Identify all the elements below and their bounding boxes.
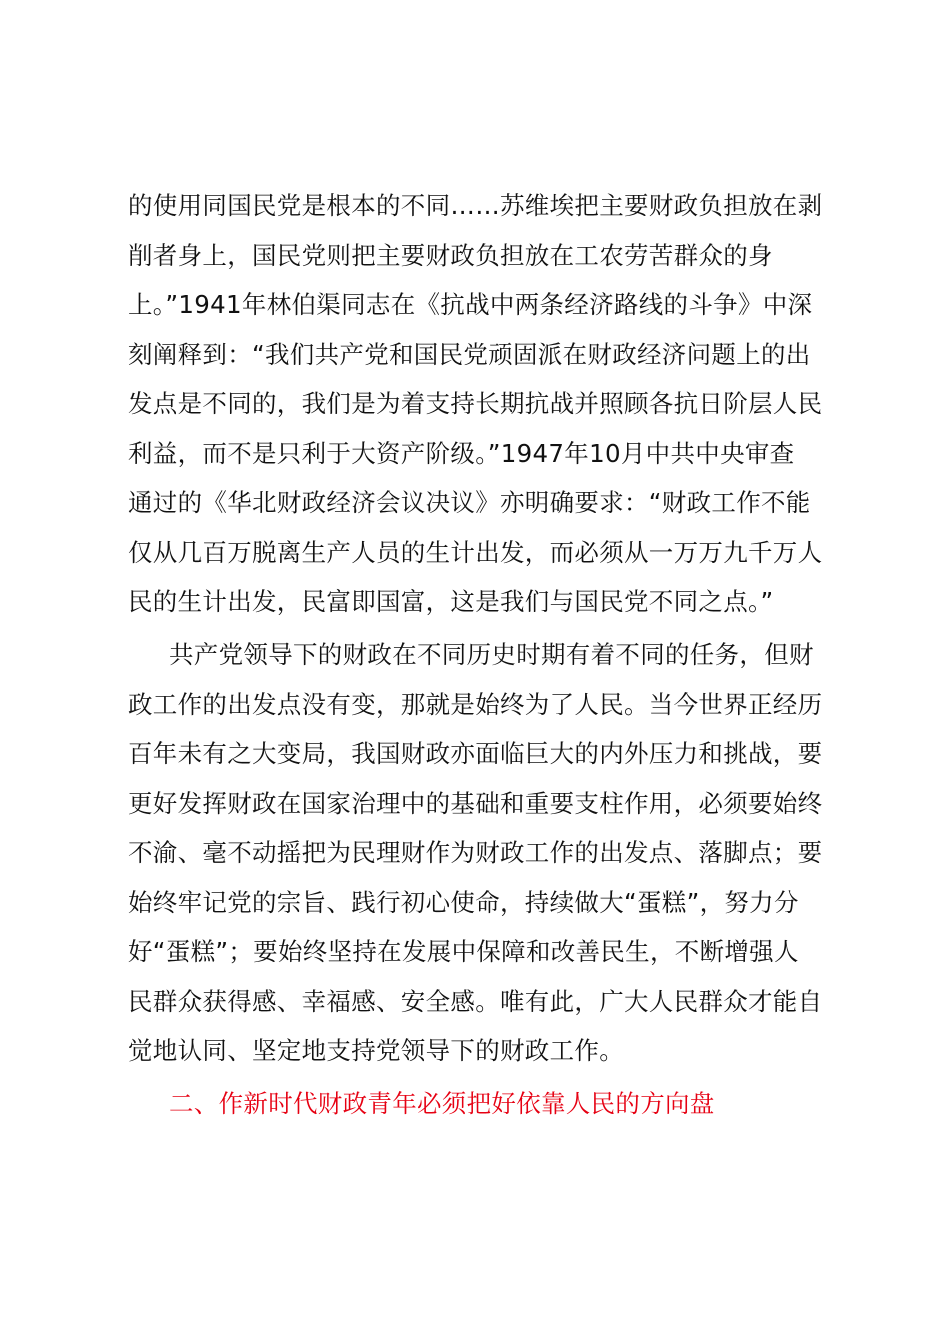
paragraph-line: 好“蛋糕”；要始终坚持在发展中保障和改善民生，不断增强人 [128, 937, 799, 966]
paragraph-line: 民的生计出发，民富即国富，这是我们与国民党不同之点。” [128, 587, 774, 616]
paragraph-line: 仅从几百万脱离生产人员的生计出发，而必须从一万万九千万人 [128, 538, 823, 567]
paragraph-line: 百年未有之大变局，我国财政亦面临巨大的内外压力和挑战，要 [128, 739, 823, 768]
paragraph-line: 觉地认同、坚定地支持党领导下的财政工作。 [128, 1036, 624, 1065]
paragraph-line: 政工作的出发点没有变，那就是始终为了人民。当今世界正经历 [128, 690, 823, 719]
paragraph-line: 共产党领导下的财政在不同历史时期有着不同的任务，但财 [169, 640, 814, 669]
paragraph-line: 通过的《华北财政经济会议决议》亦明确要求：“财政工作不能 [128, 488, 811, 517]
paragraph-line: 削者身上，国民党则把主要财政负担放在工农劳苦群众的身 [128, 241, 773, 270]
paragraph-line: 的使用同国民党是根本的不同……苏维埃把主要财政负担放在剥 [128, 191, 823, 220]
paragraph-line: 民群众获得感、幸福感、安全感。唯有此，广大人民群众才能自 [128, 987, 823, 1016]
paragraph-line: 利益，而不是只利于大资产阶级。”1947年10月中共中央审查 [128, 439, 795, 468]
section-heading: 二、作新时代财政青年必须把好依靠人民的方向盘 [169, 1089, 715, 1118]
paragraph-line: 上。”1941年林伯渠同志在《抗战中两条经济路线的斗争》中深 [128, 290, 813, 319]
paragraph-line: 更好发挥财政在国家治理中的基础和重要支柱作用，必须要始终 [128, 789, 823, 818]
paragraph-line: 发点是不同的，我们是为着支持长期抗战并照顾各抗日阶层人民 [128, 389, 823, 418]
paragraph-line: 不渝、毫不动摇把为民理财作为财政工作的出发点、落脚点；要 [128, 838, 823, 867]
paragraph-line: 刻阐释到：“我们共产党和国民党顽固派在财政经济问题上的出 [128, 340, 811, 369]
paragraph-line: 始终牢记党的宗旨、践行初心使命，持续做大“蛋糕”，努力分 [128, 888, 799, 917]
